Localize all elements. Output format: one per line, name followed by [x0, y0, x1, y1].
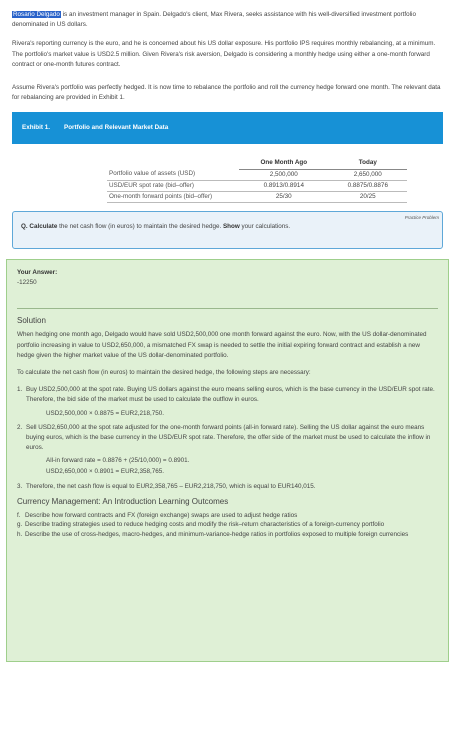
- divider: [17, 308, 438, 309]
- table-row: Portfolio value of assets (USD) 2,500,000 2,650,000: [107, 169, 407, 180]
- learning-outcomes-title: Currency Management: An Introduction Learning Outcomes: [17, 496, 229, 506]
- answer-label: Your Answer:: [17, 269, 58, 277]
- learning-outcome: g. Describe trading strategies used to reduce hedging costs and modify the risk–return characteristics of a foreign-currency portfolio: [17, 521, 385, 529]
- column-header: One Month Ago: [239, 158, 329, 169]
- table-row: One-month forward points (bid–offer) 25/30 20/25: [107, 191, 407, 202]
- question-stem: [6, 0, 449, 103]
- exhibit-title: Portfolio and Relevant Market Data: [64, 124, 169, 132]
- question-text: Q. Calculate the net cash flow (in euros) to maintain the desired hedge. Show your calculations.: [21, 223, 291, 231]
- learning-outcome: h. Describe the use of cross-hedges, macro-hedges, and minimum-variance-hedge ratios in portfolios exposed to multiple foreign currencies: [17, 530, 409, 538]
- solution-paragraph: When hedging one month ago, Delgado would have sold USD2,500,000 one month forward against the euro. Now, with the US dollar-denominated portfolio increasing in value to USD2,650,000, a mismatched FX swap is needed to settle the initial expiring forward contract and establish a new hedge given the higher market value of the US dollar-denominated portfolio.: [17, 331, 427, 359]
- practice-label: Practice Problem: [404, 215, 439, 221]
- list-item: 2. Sell USD2,650,000 at the spot rate adjusted for the one-month forward points (all-in forward rate). Selling the US dollar against the euro means buying euros, which is the base currency in the USD/EUR spot rate. Therefore, the offer side of the market must be used to calculate the inflow in euros. All-in forward rate = 0.8876 + (25/10,000) = 0.8901. USD2,650,000 × 0.8901 = EUR2,358,765.: [17, 423, 438, 478]
- list-item: 1. Buy USD2,500,000 at the spot rate. Buying US dollars against the euro means selling euros, which is the base currency in the USD/EUR spot rate. Therefore, the bid side of the market must be used to calculate the outflow in euros. USD2,500,000 × 0.8875 = EUR2,218,750.: [17, 385, 438, 419]
- calculation: USD2,500,000 × 0.8875 = EUR2,218,750.: [46, 409, 164, 417]
- exhibit-table: [107, 158, 407, 203]
- intro-paragraph-1: Rosario Delgado is an investment manager in Spain. Delgado's client, Max Rivera, seeks assistance with his well-diversified investment portfolio denominated in US dollars.: [12, 11, 416, 29]
- calculation: USD2,650,000 × 0.8901 = EUR2,358,765.: [46, 468, 164, 476]
- calculation: All-in forward rate = 0.8876 + (25/10,000) = 0.8901.: [46, 457, 190, 465]
- exhibit-header: [12, 112, 443, 144]
- learning-outcome: f. Describe how forward contracts and FX (foreign exchange) swaps are used to adjust hedge ratios: [17, 511, 298, 519]
- intro-paragraph-2: Rivera's reporting currency is the euro, and he is concerned about his US dollar exposure. His portfolio IPS requires monthly rebalancing, at a minimum. The portfolio's market value is USD2.5 million. Given Rivera's risk aversion, Delgado is considering a monthly hedge using either a one-month forward contract or one-month futures contract.: [12, 40, 436, 68]
- intro-paragraph-3: Assume Rivera's portfolio was perfectly hedged. It is now time to rebalance the portfolio and roll the currency hedge forward one month. The relevant data for rebalancing are provided in Exhibit 1.: [12, 83, 441, 102]
- solution-steps: [17, 385, 438, 492]
- solution-title: Solution: [17, 316, 46, 326]
- exhibit-1: [12, 112, 443, 203]
- list-item: 3. Therefore, the net cash flow is equal to EUR2,358,765 – EUR2,218,750, which is equal to EUR140,015.: [17, 482, 316, 490]
- solution-paragraph: To calculate the net cash flow (in euros) to maintain the desired hedge, the following steps are necessary:: [17, 368, 311, 376]
- exhibit-number: Exhibit 1.: [22, 124, 50, 132]
- table-row: USD/EUR spot rate (bid–offer) 0.8913/0.8914 0.8875/0.8876: [107, 180, 407, 191]
- question-box: [12, 211, 443, 249]
- answer-value[interactable]: -12250: [17, 279, 37, 287]
- column-header: Today: [329, 158, 407, 169]
- selected-text[interactable]: Rosario Delgado: [13, 11, 60, 18]
- solution-section: [17, 315, 438, 539]
- answer-panel: [6, 259, 449, 662]
